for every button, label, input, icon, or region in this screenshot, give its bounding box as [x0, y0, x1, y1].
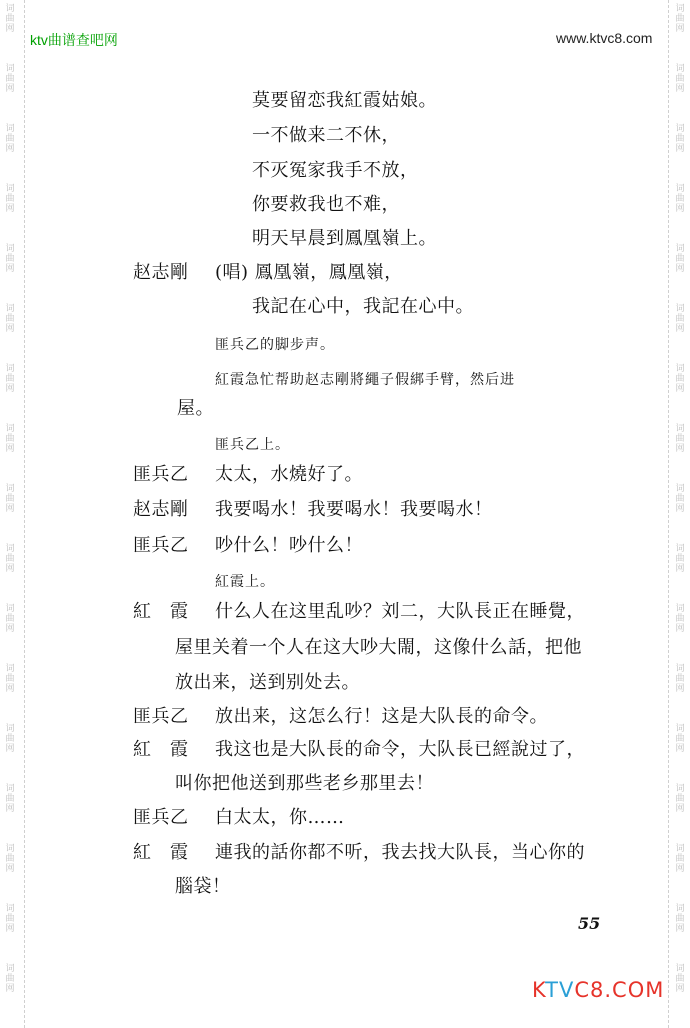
- line-text: 我这也是大队長的命令，大队長已經說过了，: [215, 739, 585, 760]
- watermark-char: 词: [675, 64, 685, 74]
- watermark-char: 词: [5, 904, 15, 914]
- margin-watermark: [2, 844, 18, 874]
- stage-direction: [177, 398, 214, 420]
- watermark-char: 网: [675, 744, 685, 754]
- speaker-name: 匪兵乙: [133, 706, 189, 727]
- watermark-char: 网: [5, 864, 15, 874]
- script-line: [252, 160, 419, 182]
- margin-watermark: [672, 544, 688, 574]
- watermark-char: 词: [5, 544, 15, 554]
- watermark-char: 词: [675, 364, 685, 374]
- watermark-char: 词: [5, 964, 15, 974]
- script-line: [252, 125, 400, 147]
- line-text: 連我的話你都不听，我去找大队長，当心你的: [215, 842, 585, 863]
- script-line: [252, 90, 437, 112]
- line-text: 放出来，这怎么行！这是大队長的命令。: [215, 706, 548, 727]
- right-margin-dashed-line: [668, 0, 669, 1028]
- margin-watermark: [2, 124, 18, 154]
- watermark-char: 网: [675, 264, 685, 274]
- watermark-char: 曲: [675, 554, 685, 564]
- watermark-char: 网: [5, 324, 15, 334]
- watermark-char: 网: [5, 204, 15, 214]
- watermark-char: 网: [675, 684, 685, 694]
- script-line: [175, 637, 582, 659]
- watermark-char: 曲: [5, 134, 15, 144]
- line-text: (唱) 鳳凰嶺，鳳凰嶺，: [215, 262, 403, 283]
- line-text: 太太，水燒好了。: [215, 464, 363, 485]
- watermark-char: 曲: [5, 614, 15, 624]
- watermark-char: 词: [675, 604, 685, 614]
- watermark-char: 词: [675, 304, 685, 314]
- margin-watermark: [672, 484, 688, 514]
- margin-watermark: [2, 664, 18, 694]
- margin-watermark: [2, 544, 18, 574]
- speaker-name: 赵志剛: [133, 499, 189, 520]
- watermark-char: 曲: [5, 374, 15, 384]
- margin-watermark: [672, 244, 688, 274]
- watermark-char: 词: [675, 784, 685, 794]
- margin-watermark: [2, 904, 18, 934]
- watermark-char: 网: [675, 444, 685, 454]
- watermark-char: 词: [675, 184, 685, 194]
- left-watermark-column: [2, 0, 20, 1028]
- watermark-char: 曲: [5, 674, 15, 684]
- stage-direction: [215, 334, 335, 356]
- margin-watermark: [672, 784, 688, 814]
- margin-watermark: [2, 184, 18, 214]
- watermark-char: 曲: [675, 914, 685, 924]
- watermark-char: 曲: [675, 434, 685, 444]
- watermark-char: 曲: [5, 74, 15, 84]
- margin-watermark: [2, 964, 18, 994]
- margin-watermark: [672, 664, 688, 694]
- watermark-char: 词: [5, 184, 15, 194]
- dialogue-line: [133, 499, 493, 521]
- watermark-char: 曲: [5, 794, 15, 804]
- watermark-char: 词: [5, 724, 15, 734]
- speaker-name: 紅 霞: [133, 601, 189, 622]
- margin-watermark: [672, 604, 688, 634]
- dialogue-line: [133, 464, 363, 486]
- margin-watermark: [2, 484, 18, 514]
- watermark-char: 网: [675, 984, 685, 994]
- watermark-char: 词: [675, 4, 685, 14]
- watermark-char: 网: [675, 24, 685, 34]
- watermark-char: 网: [5, 84, 15, 94]
- stage-direction: [215, 571, 275, 593]
- watermark-char: 曲: [675, 74, 685, 84]
- watermark-char: 曲: [5, 914, 15, 924]
- watermark-char: 词: [675, 484, 685, 494]
- script-line: [175, 773, 434, 795]
- watermark-char: 曲: [5, 14, 15, 24]
- logo-part-tv: TV: [545, 978, 575, 1002]
- speaker-name: 匪兵乙: [133, 807, 189, 828]
- margin-watermark: [672, 964, 688, 994]
- watermark-char: 网: [675, 624, 685, 634]
- watermark-char: 曲: [5, 314, 15, 324]
- watermark-char: 词: [5, 244, 15, 254]
- site-url-header[interactable]: www.ktvc8.com: [556, 30, 653, 46]
- watermark-char: 曲: [675, 254, 685, 264]
- watermark-char: 曲: [675, 314, 685, 324]
- line-text: 白太太，你……: [215, 807, 345, 828]
- watermark-char: 网: [675, 204, 685, 214]
- watermark-char: 网: [675, 864, 685, 874]
- margin-watermark: [2, 304, 18, 334]
- watermark-char: 词: [5, 64, 15, 74]
- margin-watermark: [672, 64, 688, 94]
- logo-part-k: K: [532, 978, 546, 1002]
- margin-watermark: [2, 424, 18, 454]
- dialogue-line: [133, 262, 403, 284]
- watermark-char: 曲: [675, 14, 685, 24]
- line-text: 吵什么！吵什么！: [215, 535, 363, 556]
- margin-watermark: [672, 364, 688, 394]
- stage-direction: [215, 369, 515, 391]
- margin-watermark: [2, 4, 18, 34]
- line-text: 匪兵乙的脚步声。: [215, 337, 335, 353]
- dialogue-line: [133, 706, 548, 728]
- margin-watermark: [672, 124, 688, 154]
- line-text: 我記在心中，我記在心中。: [252, 296, 474, 317]
- dialogue-line: [133, 601, 585, 623]
- watermark-char: 词: [5, 604, 15, 614]
- line-text: 叫你把他送到那些老乡那里去！: [175, 773, 434, 794]
- watermark-char: 词: [5, 844, 15, 854]
- margin-watermark: [672, 184, 688, 214]
- margin-watermark: [672, 424, 688, 454]
- watermark-char: 网: [5, 744, 15, 754]
- watermark-char: 曲: [675, 674, 685, 684]
- watermark-char: 网: [5, 924, 15, 934]
- watermark-char: 网: [675, 324, 685, 334]
- watermark-char: 曲: [5, 194, 15, 204]
- watermark-char: 曲: [675, 794, 685, 804]
- watermark-char: 网: [5, 444, 15, 454]
- margin-watermark: [2, 364, 18, 394]
- watermark-char: 网: [5, 984, 15, 994]
- watermark-char: 曲: [5, 854, 15, 864]
- watermark-char: 网: [5, 264, 15, 274]
- margin-watermark: [672, 304, 688, 334]
- watermark-char: 曲: [5, 734, 15, 744]
- margin-watermark: [2, 244, 18, 274]
- watermark-char: 词: [675, 664, 685, 674]
- watermark-char: 曲: [5, 254, 15, 264]
- margin-watermark: [2, 604, 18, 634]
- watermark-char: 网: [5, 24, 15, 34]
- margin-watermark: [672, 4, 688, 34]
- site-name-header[interactable]: ktv曲谱查吧网: [30, 32, 118, 48]
- margin-watermark: [2, 64, 18, 94]
- dialogue-line: [133, 535, 363, 557]
- speaker-name: 匪兵乙: [133, 535, 189, 556]
- line-text: 紅霞上。: [215, 574, 275, 590]
- watermark-char: 曲: [675, 134, 685, 144]
- watermark-char: 网: [5, 144, 15, 154]
- margin-watermark: [672, 904, 688, 934]
- margin-watermark: [2, 724, 18, 754]
- watermark-char: 词: [5, 124, 15, 134]
- speaker-name: 赵志剛: [133, 262, 189, 283]
- watermark-char: 词: [675, 544, 685, 554]
- watermark-char: 曲: [5, 554, 15, 564]
- watermark-char: 曲: [675, 974, 685, 984]
- line-text: 不灭冤家我手不放，: [252, 160, 419, 181]
- watermark-char: 曲: [675, 614, 685, 624]
- watermark-char: 网: [675, 504, 685, 514]
- watermark-char: 词: [675, 424, 685, 434]
- watermark-char: 网: [675, 144, 685, 154]
- watermark-char: 词: [5, 424, 15, 434]
- watermark-char: 词: [675, 904, 685, 914]
- script-line: [175, 876, 231, 898]
- watermark-char: 网: [675, 384, 685, 394]
- speaker-name: 紅 霞: [133, 842, 189, 863]
- line-text: 屋。: [177, 398, 214, 419]
- page-number: 55: [578, 914, 601, 933]
- watermark-char: 词: [5, 4, 15, 14]
- margin-watermark: [672, 724, 688, 754]
- watermark-char: 词: [675, 964, 685, 974]
- line-text: 你要救我也不难，: [252, 194, 400, 215]
- line-text: 匪兵乙上。: [215, 437, 290, 453]
- ktvc8-logo[interactable]: [532, 978, 664, 1002]
- line-text: 腦袋！: [175, 876, 231, 897]
- speaker-name: 匪兵乙: [133, 464, 189, 485]
- script-line: [252, 228, 437, 250]
- right-watermark-column: [672, 0, 690, 1028]
- watermark-char: 曲: [675, 374, 685, 384]
- watermark-char: 曲: [675, 734, 685, 744]
- watermark-char: 曲: [675, 494, 685, 504]
- logo-part-c8com: C8.COM: [574, 978, 665, 1002]
- watermark-char: 词: [5, 484, 15, 494]
- line-text: 我要喝水！我要喝水！我要喝水！: [215, 499, 493, 520]
- watermark-char: 网: [5, 504, 15, 514]
- left-margin-dashed-line: [24, 0, 25, 1028]
- line-text: 明天早晨到鳳凰嶺上。: [252, 228, 437, 249]
- watermark-char: 曲: [675, 194, 685, 204]
- line-text: 莫要留恋我紅霞姑娘。: [252, 90, 437, 111]
- watermark-char: 曲: [5, 974, 15, 984]
- watermark-char: 网: [5, 564, 15, 574]
- script-line: [175, 672, 360, 694]
- watermark-char: 网: [675, 924, 685, 934]
- watermark-char: 网: [5, 804, 15, 814]
- line-text: 屋里关着一个人在这大吵大閙，这像什么話，把他: [175, 637, 582, 658]
- watermark-char: 词: [5, 364, 15, 374]
- margin-watermark: [2, 784, 18, 814]
- dialogue-line: [133, 807, 345, 829]
- watermark-char: 网: [5, 384, 15, 394]
- margin-watermark: [672, 844, 688, 874]
- watermark-char: 网: [5, 624, 15, 634]
- script-line: [252, 296, 474, 318]
- line-text: 什么人在这里乱吵？刘二，大队長正在睡覺，: [215, 601, 585, 622]
- watermark-char: 网: [5, 684, 15, 694]
- watermark-char: 词: [675, 844, 685, 854]
- watermark-char: 网: [675, 564, 685, 574]
- watermark-char: 词: [5, 784, 15, 794]
- watermark-char: 曲: [675, 854, 685, 864]
- watermark-char: 词: [5, 304, 15, 314]
- watermark-char: 词: [675, 124, 685, 134]
- line-text: 放出来，送到别处去。: [175, 672, 360, 693]
- watermark-char: 词: [5, 664, 15, 674]
- watermark-char: 词: [675, 244, 685, 254]
- watermark-char: 网: [675, 84, 685, 94]
- stage-direction: [215, 434, 290, 456]
- line-text: 紅霞急忙帮助赵志剛將繩子假綁手臂，然后进: [215, 372, 515, 388]
- speaker-name: 紅 霞: [133, 739, 189, 760]
- watermark-char: 曲: [5, 494, 15, 504]
- watermark-char: 词: [675, 724, 685, 734]
- watermark-char: 曲: [5, 434, 15, 444]
- script-line: [252, 194, 400, 216]
- dialogue-line: [133, 842, 585, 864]
- line-text: 一不做来二不休，: [252, 125, 400, 146]
- dialogue-line: [133, 739, 585, 761]
- watermark-char: 网: [675, 804, 685, 814]
